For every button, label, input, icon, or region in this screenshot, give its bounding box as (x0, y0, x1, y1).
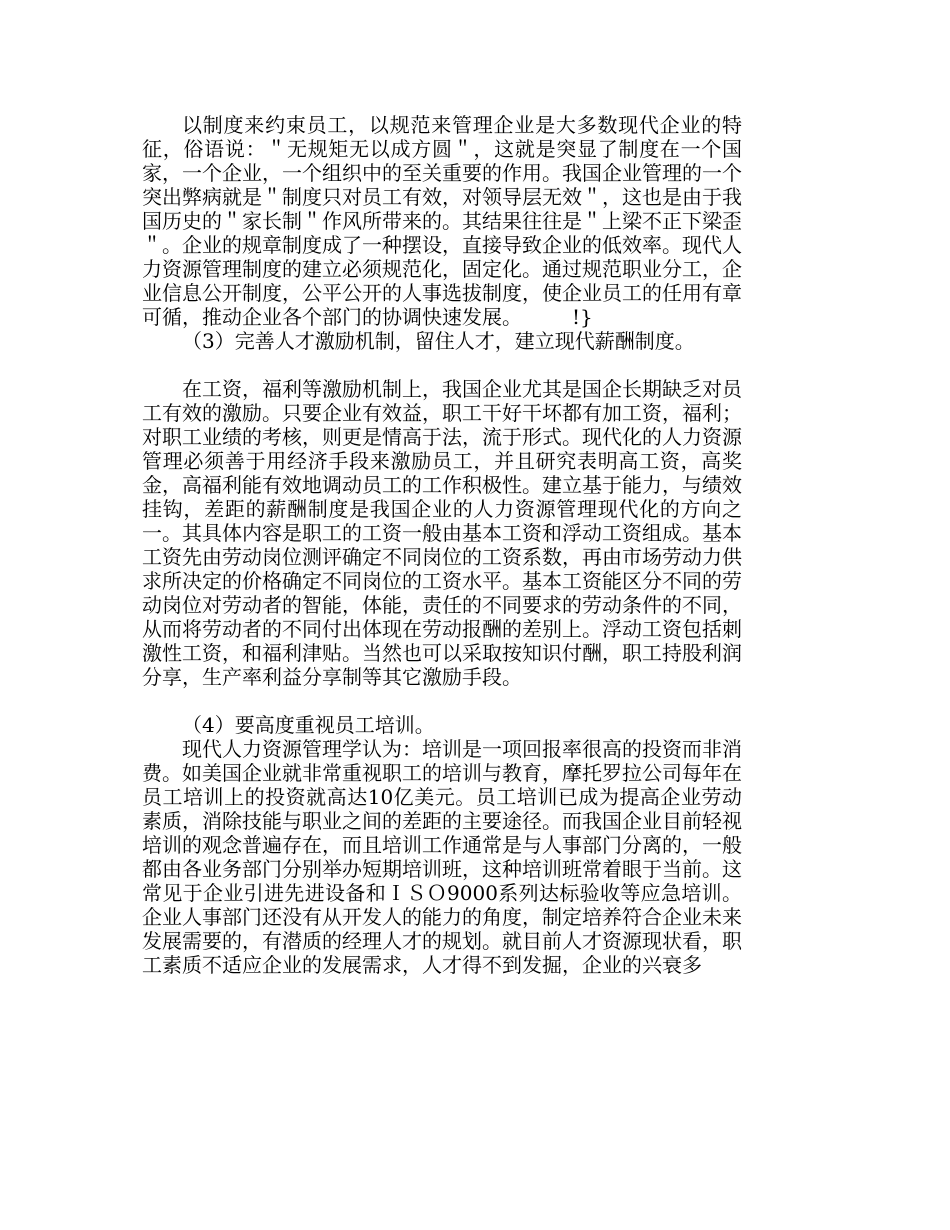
paragraph-spacer (142, 353, 742, 377)
heading-employee-training: （4）要高度重视员工培训。 (182, 713, 435, 737)
heading-incentive-mechanism: （3）完善人才激励机制，留住人才，建立现代薪酬制度。 (182, 329, 695, 353)
paragraph-spacer (142, 689, 742, 713)
paragraph-training: 现代人力资源管理学认为：培训是一项回报率很高的投资而非消费。如美国企业就非常重视职工的培训与教育，摩托罗拉公司每年在员工培训上的投资就高达10亿美元。员工培训已成为提高企业劳动素质，消除技能与职业之间的差距的主要途径。而我国企业目前轻视培训的观念普遍存在，而且培训工作通常是与人事部门分离的，一般都由各业务部门分别举办短期培训班，这种培训班常着眼于当前。这常见于企业引进先进设备和ＩＳＯ9000系列达标验收等应急培训。企业人事部门还没有从开发人的能力的角度，制定培养符合企业未来发展需要的，有潜质的经理人才的规划。就目前人才资源现状看，职工素质不适应企业的发展需求，人才得不到发掘，企业的兴衰多 (142, 737, 742, 977)
paragraph-compensation: 在工资，福利等激励机制上，我国企业尤其是国企长期缺乏对员工有效的激励。只要企业有效益，职工干好干坏都有加工资，福利；对职工业绩的考核，则更是情高于法，流于形式。现代化的人力资源管理必须善于用经济手段来激励员工，并且研究表明高工资，高奖金，高福利能有效地调动员工的工作积极性。建立基于能力，与绩效挂钩，差距的薪酬制度是我国企业的人力资源管理现代化的方向之一。其具体内容是职工的工资一般由基本工资和浮动工资组成。基本工资先由劳动岗位测评确定不同岗位的工资系数，再由市场劳动力供求所决定的价格确定不同岗位的工资水平。基本工资能区分不同的劳动岗位对劳动者的智能，体能，责任的不同要求的劳动条件的不同，从而将劳动者的不同付出体现在劳动报酬的差别上。浮动工资包括刺激性工资，和福利津贴。当然也可以采取按知识付酬，职工持股利润分享，生产率利益分享制等其它激励手段。 (142, 377, 742, 689)
paragraph-institutional-norms: 以制度来约束员工，以规范来管理企业是大多数现代企业的特征，俗语说：＂无规矩无以成方圆＂，这就是突显了制度在一个国家，一个企业，一个组织中的至关重要的作用。我国企业管理的一个突出弊病就是＂制度只对员工有效，对领导层无效＂，这也是由于我国历史的＂家长制＂作风所带来的。其结果往往是＂上梁不正下梁歪＂。企业的规章制度成了一种摆设，直接导致企业的低效率。现代人力资源管理制度的建立必须规范化，固定化。通过规范职业分工，企业信息公开制度，公平公开的人事选拔制度，使企业员工的任用有章可循，推动企业各个部门的协调快速发展。 !} (142, 113, 742, 329)
document-page (142, 113, 742, 977)
